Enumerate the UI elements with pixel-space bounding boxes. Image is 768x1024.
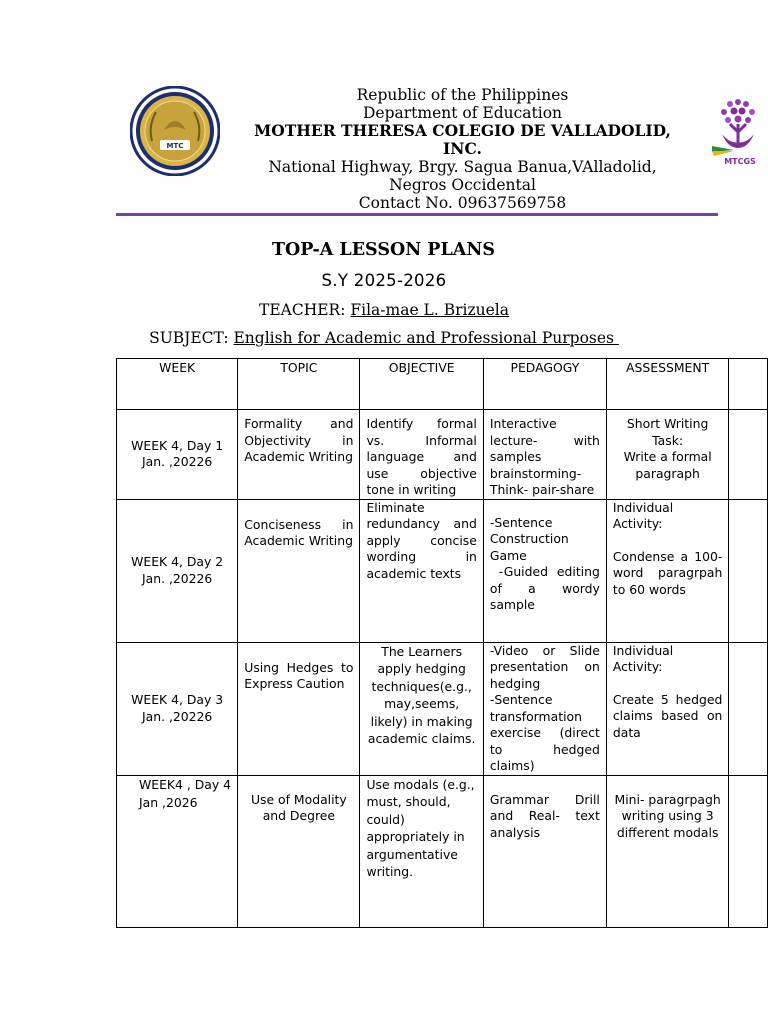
- col-header-assessment: ASSESSMENT: [606, 359, 729, 410]
- assessment-cell: Individual Activity: Condense a 100-word paragrpah to 60 words: [606, 499, 729, 642]
- col-header-topic: TOPIC: [238, 359, 360, 410]
- contact-line: Contact No. 09637569758: [358, 194, 567, 212]
- school-year: S.Y 2025-2026: [321, 271, 447, 290]
- pedagogy-cell: -Sentence Construction Game -Guided editing of a wordy sample: [483, 499, 606, 642]
- week-cell: WEEK 4, Day 3 Jan. ,20226: [117, 642, 238, 775]
- table-row: [117, 499, 768, 642]
- col-header-week: WEEK: [117, 359, 238, 410]
- teacher-line: [0, 301, 768, 319]
- address-line2: Negros Occidental: [389, 176, 536, 194]
- teacher-name: Fila-mae L. Brizuela: [350, 301, 509, 319]
- assessment-cell: Mini- paragrpagh writing using 3 different modals: [606, 775, 729, 927]
- topic-cell: Using Hedges to Express Caution: [238, 642, 360, 775]
- subject-label: SUBJECT:: [149, 329, 229, 347]
- topic-cell: Conciseness in Academic Writing: [238, 499, 360, 642]
- school-name-line2: INC.: [443, 139, 482, 158]
- extra-cell: [729, 499, 768, 642]
- objective-cell: Eliminate redundancy and apply concise wording in academic texts: [360, 499, 483, 642]
- extra-cell: [729, 642, 768, 775]
- document-title: TOP-A LESSON PLANS: [272, 240, 495, 260]
- letterhead: [230, 86, 695, 212]
- week-cell: WEEK 4, Day 2 Jan. ,20226: [117, 499, 238, 642]
- topic-cell: Use of Modality and Degree: [238, 775, 360, 927]
- col-header-objective: OBJECTIVE: [360, 359, 483, 410]
- lesson-plan-table: [116, 358, 768, 928]
- table-header-row: [117, 359, 768, 410]
- country-line: Republic of the Philippines: [356, 86, 569, 104]
- col-header-extra: [729, 359, 768, 410]
- week-cell: WEEK 4, Day 1 Jan. ,20226: [117, 410, 238, 500]
- subject-line: [0, 329, 768, 347]
- extra-cell: [729, 410, 768, 500]
- table-row: [117, 410, 768, 500]
- table-row: [117, 642, 768, 775]
- subject-name: English for Academic and Professional Purposes: [233, 329, 619, 347]
- school-name-line1: MOTHER THERESA COLEGIO DE VALLADOLID,: [254, 121, 671, 140]
- week-cell: WEEK4 , Day 4 Jan ,2026: [117, 775, 238, 927]
- address-line1: National Highway, Brgy. Sagua Banua,VAlladolid,: [268, 158, 657, 176]
- school-seal-icon: [130, 86, 220, 176]
- pedagogy-cell: Grammar Drill and Real- text analysis: [483, 775, 606, 927]
- teacher-label: TEACHER:: [259, 301, 346, 319]
- objective-cell: Use modals (e.g., must, should, could) appropriately in argumentative writing.: [360, 775, 483, 927]
- assessment-cell: Individual Activity: Create 5 hedged claims based on data: [606, 642, 729, 775]
- tree-logo-icon: [708, 92, 768, 172]
- seal-text: MTC: [166, 142, 184, 150]
- school-seal: [130, 86, 220, 176]
- objective-cell: The Learners apply hedging techniques(e.g., may,seems, likely) in making academic claims.: [360, 642, 483, 775]
- objective-cell: Identify formal vs. Informal language and use objective tone in writing: [360, 410, 483, 500]
- pedagogy-cell: -Video or Slide presentation on hedging -Sentence transformation exercise (direct to hedged claims): [483, 642, 606, 775]
- table-row: [117, 775, 768, 927]
- topic-cell: Formality and Objectivity in Academic Writing: [238, 410, 360, 500]
- header-divider: [116, 213, 718, 216]
- school-logo: [708, 92, 768, 172]
- assessment-cell: Short Writing Task: Write a formal paragraph: [606, 410, 729, 500]
- pedagogy-cell: Interactive lecture- with samples brainstorming- Think- pair-share: [483, 410, 606, 500]
- logo-text: MTCGS: [724, 157, 756, 166]
- extra-cell: [729, 775, 768, 927]
- col-header-pedagogy: PEDAGOGY: [483, 359, 606, 410]
- department-line: Department of Education: [362, 104, 563, 122]
